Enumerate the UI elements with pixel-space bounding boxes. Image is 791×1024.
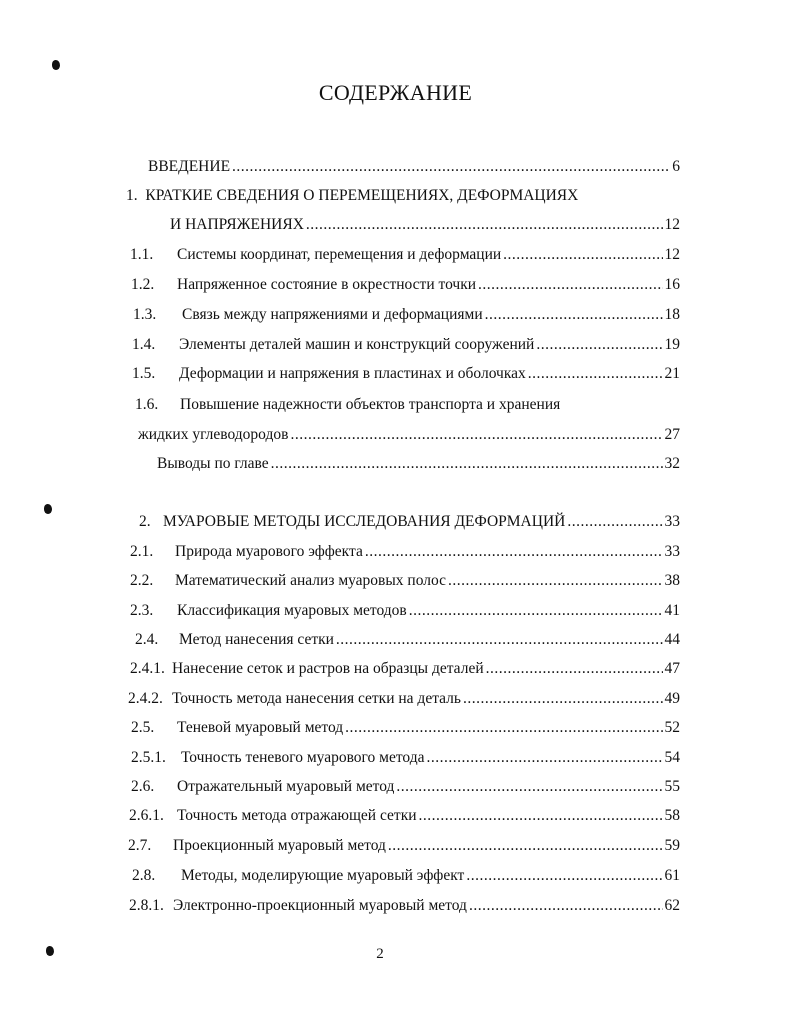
- toc-entry-label: Точность теневого муарового метода: [181, 749, 425, 766]
- toc-leader: [469, 896, 663, 916]
- toc-leader: [388, 836, 663, 856]
- toc-entry-page: 49: [664, 690, 680, 707]
- scan-mark-icon: [52, 60, 60, 70]
- toc-entry-number: 1.3.: [133, 306, 157, 323]
- toc-entry: [130, 245, 680, 265]
- toc-entry: [128, 689, 680, 709]
- toc-entry-number: 2.4.2.: [128, 690, 163, 707]
- toc-entry-label: Выводы по главе: [157, 455, 269, 472]
- toc-entry: [131, 748, 680, 768]
- toc-entry-label: Связь между напряжениями и деформациями: [182, 306, 483, 323]
- toc-entry-page: 19: [664, 336, 680, 353]
- toc-entry-page: 12: [664, 246, 680, 263]
- toc-leader: [567, 512, 662, 532]
- toc-entry-label: МУАРОВЫЕ МЕТОДЫ ИССЛЕДОВАНИЯ ДЕФОРМАЦИЙ: [163, 513, 566, 530]
- toc-entry-label: Деформации и напряжения в пластинах и оболочках: [179, 365, 526, 382]
- toc-leader: [503, 245, 662, 265]
- toc-entry-label: Точность метода нанесения сетки на деталь: [172, 690, 461, 707]
- toc-leader: [463, 689, 663, 709]
- toc-entry-label: Точность метода отражающей сетки: [177, 807, 417, 824]
- toc-entry-label: Проекционный муаровый метод: [173, 837, 386, 854]
- toc-entry-number: 1.4.: [132, 336, 156, 353]
- toc-leader: [528, 364, 663, 384]
- toc-entry-page: 55: [664, 778, 680, 795]
- toc-entry-page: 62: [664, 897, 680, 914]
- toc-entry-page: 33: [664, 513, 680, 530]
- toc-entry-label: Нанесение сеток и растров на образцы деталей: [172, 660, 484, 677]
- toc-entry: [130, 601, 680, 621]
- toc-entry-label: Элементы деталей машин и конструкций сооружений: [179, 336, 535, 353]
- toc-entry: [129, 896, 680, 916]
- toc-entry: [129, 806, 680, 826]
- toc-entry-page: 41: [664, 602, 680, 619]
- toc-leader: [486, 659, 663, 679]
- toc-entry: [130, 659, 680, 679]
- toc-entry-label: Теневой муаровый метод: [177, 719, 344, 736]
- page-title: СОДЕРЖАНИЕ: [318, 80, 473, 105]
- toc-entry-label: ВВЕДЕНИЕ: [148, 158, 231, 175]
- toc-entry-number: 1.1.: [130, 246, 154, 263]
- toc-entry-number: 2.5.1.: [131, 749, 166, 766]
- toc-entry-page: 12: [664, 216, 680, 233]
- toc-entry-label: КРАТКИЕ СВЕДЕНИЯ О ПЕРЕМЕЩЕНИЯХ, ДЕФОРМАЦИЯХ: [145, 187, 579, 204]
- toc-leader: [426, 748, 662, 768]
- toc-entry: [130, 542, 680, 562]
- toc-entry-number: 2.6.: [131, 778, 155, 795]
- toc-entry-number: 2.8.1.: [129, 897, 164, 914]
- toc-leader: [466, 866, 662, 886]
- toc-entry: [128, 836, 680, 856]
- page-number: 2: [376, 946, 384, 962]
- toc-entry-first-line: [135, 395, 560, 415]
- toc-entry-page: 52: [664, 719, 680, 736]
- toc-leader: [536, 335, 662, 355]
- toc-leader: [409, 601, 663, 621]
- toc-leader: [478, 275, 662, 295]
- toc-entry-label: Электронно-проекционный муаровый метод: [173, 897, 467, 914]
- toc-entry: [148, 157, 680, 177]
- toc-leader: [271, 454, 663, 474]
- toc-entry-page: 44: [664, 631, 680, 648]
- toc-leader: [396, 777, 662, 797]
- toc-entry-number: 1.2.: [131, 276, 155, 293]
- toc-entry-label: Классификация муаровых методов: [177, 602, 407, 619]
- toc-entry-page: 54: [664, 749, 680, 766]
- toc-entry-number: 2.6.1.: [129, 807, 164, 824]
- toc-entry: [133, 305, 680, 325]
- toc-entry-page: 58: [664, 807, 680, 824]
- toc-entry-label-cont: жидких углеводородов: [138, 426, 289, 443]
- toc-entry-number: 2.7.: [128, 837, 152, 854]
- toc-entry: [131, 718, 680, 738]
- toc-entry-page: 32: [664, 455, 680, 472]
- toc-entry: [132, 866, 680, 886]
- toc-entry: [131, 777, 680, 797]
- toc-entry-number: 2.: [139, 513, 151, 530]
- toc-leader: [365, 542, 663, 562]
- toc-leader: [336, 630, 663, 650]
- toc-entry-page: 21: [664, 365, 680, 382]
- toc-entry-page: 27: [664, 426, 680, 443]
- toc-entry: [170, 215, 680, 235]
- toc-leader: [290, 425, 662, 445]
- toc-leader: [485, 305, 663, 325]
- toc-entry: [130, 571, 680, 591]
- toc-entry-number: 1.: [126, 187, 138, 204]
- toc-entry-page: 38: [664, 572, 680, 589]
- toc-entry: [138, 425, 680, 445]
- toc-entry-page: 33: [664, 543, 680, 560]
- toc-entry-page: 61: [664, 867, 680, 884]
- toc-entry-label-cont: И НАПРЯЖЕНИЯХ: [170, 216, 304, 233]
- toc-entry-label: Природа муарового эффекта: [175, 543, 363, 560]
- toc-entry: [132, 364, 680, 384]
- toc-entry-number: 2.8.: [132, 867, 156, 884]
- toc-entry-number: 2.5.: [131, 719, 155, 736]
- toc-entry-number: 1.6.: [135, 396, 159, 413]
- toc-entry-page: 18: [664, 306, 680, 323]
- toc-entry: [157, 454, 680, 474]
- toc-entry-number: 2.4.1.: [130, 660, 165, 677]
- toc-entry-label: Математический анализ муаровых полос: [175, 572, 447, 589]
- toc-entry-page: 47: [664, 660, 680, 677]
- toc-entry-page: 16: [664, 276, 680, 293]
- toc-entry-page: 59: [664, 837, 680, 854]
- toc-entry-number: 2.1.: [130, 543, 154, 560]
- toc-entry: [131, 275, 680, 295]
- toc-entry-label: Повышение надежности объектов транспорта и хранения: [180, 396, 561, 413]
- scan-mark-icon: [44, 504, 52, 514]
- toc-entry-label: Напряженное состояние в окрестности точки: [177, 276, 477, 293]
- toc-entry-number: 2.3.: [130, 602, 154, 619]
- toc-entry-page: 6: [672, 158, 680, 175]
- toc-entry-number: 2.4.: [135, 631, 159, 648]
- toc-entry-label: Метод нанесения сетки: [179, 631, 334, 648]
- toc-entry-number: 2.2.: [130, 572, 154, 589]
- toc-entry-label: Системы координат, перемещения и деформации: [177, 246, 502, 263]
- toc-entry-label: Отражательный муаровый метод: [177, 778, 395, 795]
- toc-leader: [448, 571, 662, 591]
- toc-entry-label: Методы, моделирующие муаровый эффект: [181, 867, 465, 884]
- toc-leader: [419, 806, 663, 826]
- toc-leader: [345, 718, 662, 738]
- toc-leader: [306, 215, 663, 235]
- toc-entry: [132, 335, 680, 355]
- toc-leader: [232, 157, 670, 177]
- toc-entry: [135, 630, 680, 650]
- toc-entry-number: 1.5.: [132, 365, 156, 382]
- toc-chapter-heading: [139, 512, 680, 532]
- toc-chapter-heading: [126, 186, 578, 206]
